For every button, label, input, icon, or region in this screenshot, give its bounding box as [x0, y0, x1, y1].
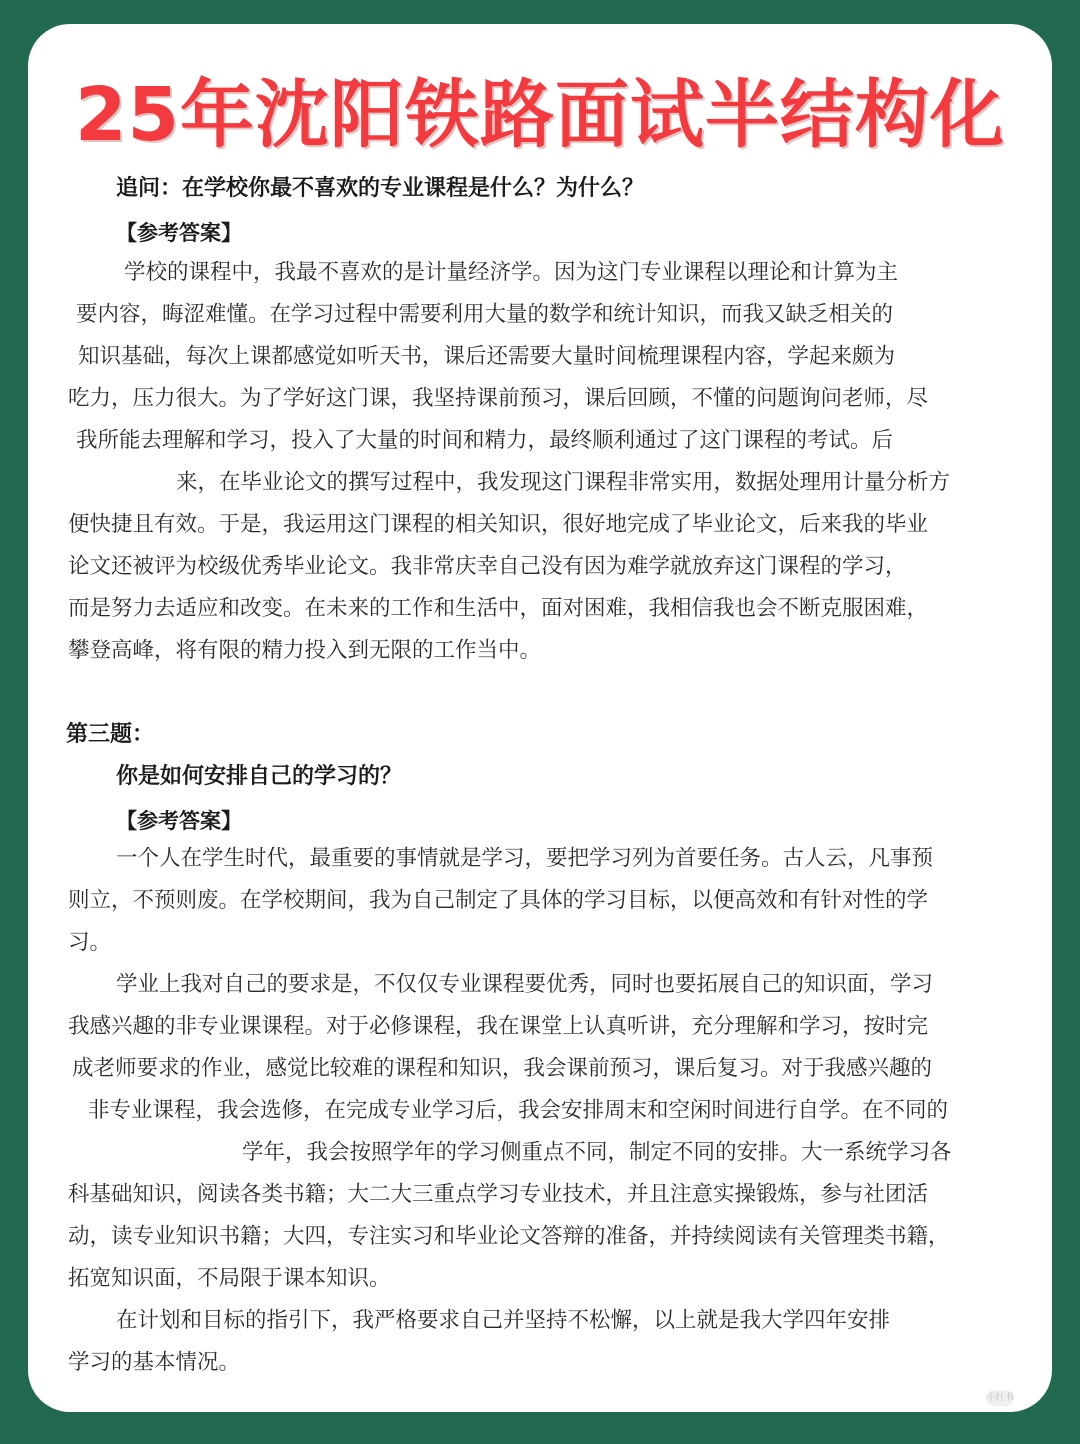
answer-line: 成老师要求的作业，感觉比较难的课程和知识，我会课前预习，课后复习。对于我感兴趣的 — [72, 1056, 933, 1081]
answer-line: 动，读专业知识书籍；大四，专注实习和毕业论文答辩的准备，并持续阅读有关管理类书籍， — [68, 1224, 950, 1249]
answer-line: 学校的课程中，我最不喜欢的是计量经济学。因为这门专业课程以理论和计算为主 — [124, 260, 899, 285]
answer-line: 非专业课程，我会选修，在完成专业学习后，我会安排周末和空闲时间进行自学。在不同的 — [88, 1098, 949, 1123]
answer-line: 学业上我对自己的要求是，不仅仅专业课程要优秀，同时也要拓展自己的知识面，学习 — [116, 972, 934, 997]
section-heading: 第三题： — [66, 722, 155, 747]
answer-line: 我感兴趣的非专业课课程。对于必修课程，我在课堂上认真听讲，充分理解和学习，按时完 — [68, 1014, 929, 1039]
page-title: 25年沈阳铁路面试半结构化 — [75, 72, 1005, 158]
answer-line: 我所能去理解和学习，投入了大量的时间和精力，最终顺利通过了这门课程的考试。后 — [76, 428, 894, 453]
watermark-logo: 小红书 — [986, 1390, 1014, 1406]
answer-line: 习。 — [68, 930, 112, 955]
answer-line: 吃力，压力很大。为了学好这门课，我坚持课前预习，课后回顾，不懂的问题询问老师，尽 — [68, 386, 929, 411]
answer-line: 来，在毕业论文的撰写过程中，我发现这门课程非常实用，数据处理用计量分析方 — [176, 470, 951, 495]
answer-line: 学年，我会按照学年的学习侧重点不同，制定不同的安排。大一系统学习各 — [242, 1140, 952, 1165]
answer-line: 科基础知识，阅读各类书籍；大二大三重点学习专业技术，并且注意实操锻炼，参与社团活 — [68, 1182, 929, 1207]
section-question: 你是如何安排自己的学习的？ — [116, 764, 403, 789]
answer-line: 学习的基本情况。 — [68, 1350, 241, 1375]
answer-line: 一个人在学生时代，最重要的事情就是学习，要把学习列为首要任务。古人云，凡事预 — [116, 846, 934, 871]
answer-line: 而是努力去适应和改变。在未来的工作和生活中，面对困难，我相信我也会不断克服困难， — [68, 596, 929, 621]
answer-line: 则立，不预则废。在学校期间，我为自己制定了具体的学习目标，以便高效和有针对性的学 — [68, 888, 929, 913]
answer-line: 要内容，晦涩难懂。在学习过程中需要利用大量的数学和统计知识，而我又缺乏相关的 — [76, 302, 894, 327]
answer-line: 便快捷且有效。于是，我运用这门课程的相关知识，很好地完成了毕业论文，后来我的毕业 — [68, 512, 929, 537]
answer-line: 拓宽知识面，不局限于课本知识。 — [68, 1266, 391, 1291]
answer-line: 论文还被评为校级优秀毕业论文。我非常庆幸自己没有因为难学就放弃这门课程的学习， — [68, 554, 907, 579]
answer-line: 攀登高峰，将有限的精力投入到无限的工作当中。 — [68, 638, 542, 663]
answer-line: 在计划和目标的指引下，我严格要求自己并坚持不松懈，以上就是我大学四年安排 — [116, 1308, 891, 1333]
answer-label: 【参考答案】 — [116, 809, 242, 833]
answer-line: 知识基础，每次上课都感觉如听天书，课后还需要大量时间梳理课程内容，学起来颇为 — [78, 344, 896, 369]
document-card — [28, 24, 1052, 1412]
followup-question: 追问：在学校你最不喜欢的专业课程是什么？为什么？ — [116, 176, 645, 201]
answer-label: 【参考答案】 — [116, 221, 242, 245]
